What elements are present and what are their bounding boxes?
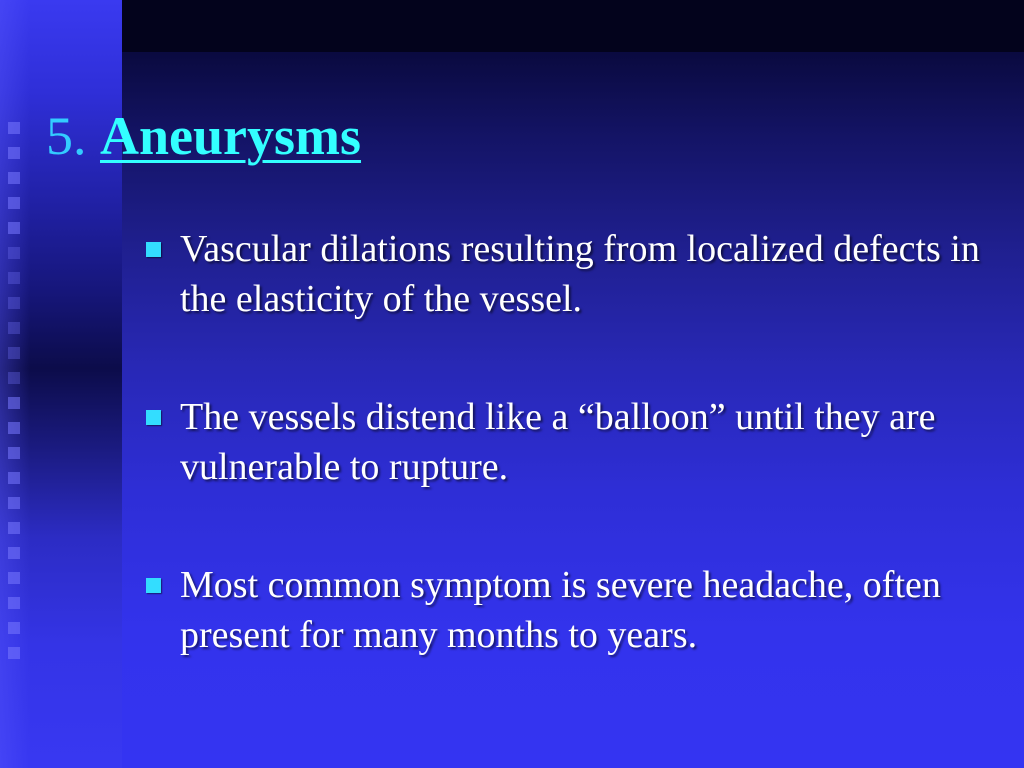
square-bullet-icon bbox=[146, 242, 161, 257]
bullet-text: Vascular dilations resulting from localized defects in the elasticity of the vessel. bbox=[180, 228, 980, 320]
square-bullet-icon bbox=[146, 578, 161, 593]
bullet-list bbox=[146, 224, 1006, 728]
bullet-item bbox=[146, 392, 1006, 492]
bullet-text: The vessels distend like a “balloon” until they are vulnerable to rupture. bbox=[180, 396, 936, 488]
square-bullet-icon bbox=[146, 410, 161, 425]
title-number: 5. bbox=[46, 106, 87, 166]
slide-title bbox=[46, 104, 361, 168]
bullet-item bbox=[146, 224, 1006, 324]
decorative-squares bbox=[8, 122, 28, 682]
title-link[interactable]: Aneurysms bbox=[100, 106, 362, 166]
top-dark-band bbox=[122, 0, 1024, 52]
bullet-text: Most common symptom is severe headache, often present for many months to years. bbox=[180, 564, 941, 656]
bullet-item bbox=[146, 560, 1006, 660]
